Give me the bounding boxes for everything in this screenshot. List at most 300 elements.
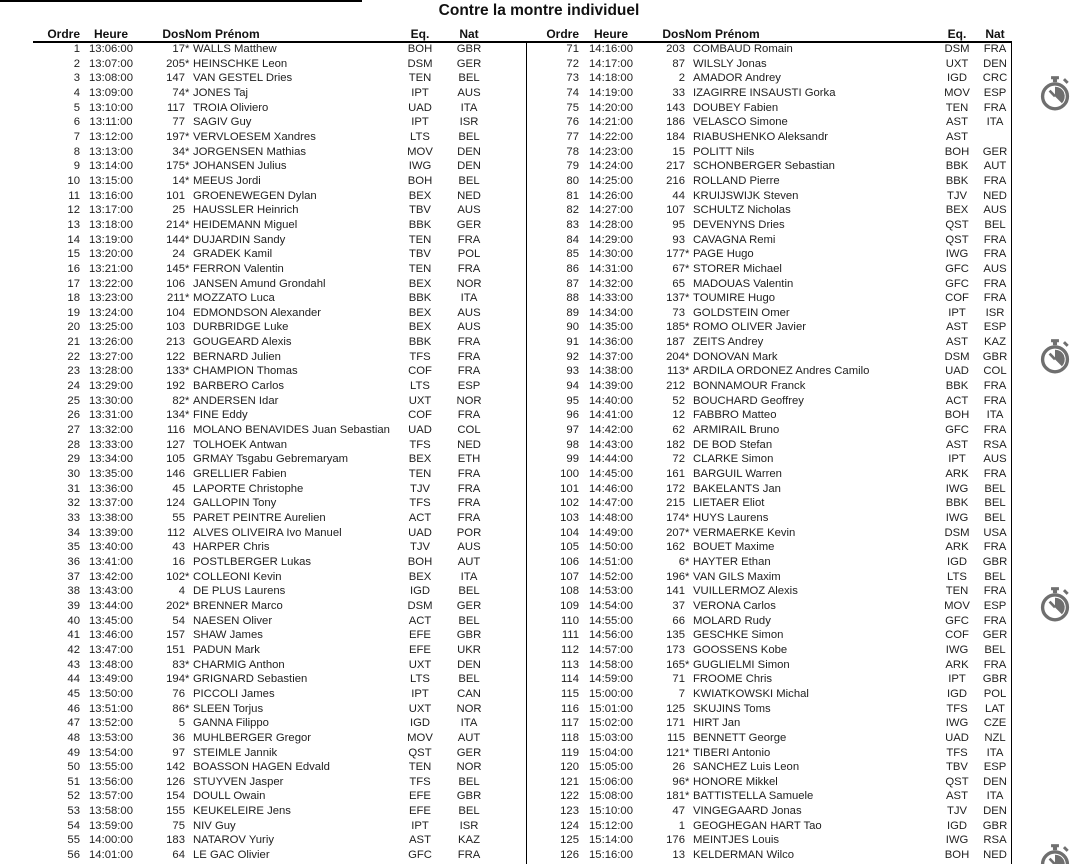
- team-cell: MOV: [407, 731, 433, 744]
- page-title: Contre la montre individuel: [438, 2, 640, 19]
- dos-cell: 214: [166, 218, 185, 231]
- dos-cell: 72: [672, 453, 685, 466]
- team-cell: EFE: [409, 805, 431, 818]
- rider-name: GOOSSENS Kobe: [693, 643, 788, 656]
- team-cell: TBV: [409, 248, 431, 261]
- rider-name: WALLS Matthew: [193, 43, 277, 55]
- dos-cell: 147: [166, 72, 185, 85]
- heure-cell: 13:06:00: [89, 43, 133, 55]
- heure-cell: 14:31:00: [589, 262, 633, 275]
- rider-name: EDMONDSON Alexander: [193, 306, 322, 319]
- rider-row: [531, 658, 1011, 673]
- rider-row: [33, 775, 492, 790]
- team-cell: COF: [408, 365, 432, 378]
- rider-name-cell: [185, 848, 394, 863]
- heure-cell: 14:56:00: [589, 629, 633, 642]
- nat-cell: FRA: [457, 497, 481, 510]
- rider-name-cell: [185, 115, 394, 130]
- nat-cell: AUS: [457, 306, 481, 319]
- dos-cell: 25: [172, 204, 185, 217]
- heure-cell: 14:47:00: [589, 497, 633, 510]
- rider-name: HUYS Laurens: [693, 512, 769, 524]
- dos-cell: 96: [672, 775, 685, 788]
- neo-pro-asterisk: *: [185, 130, 190, 143]
- rider-name: HAUSSLER Heinrich: [193, 204, 299, 217]
- neo-pro-asterisk: *: [185, 160, 190, 173]
- dos-cell: 2: [678, 72, 685, 85]
- rider-name-cell: [185, 482, 394, 497]
- rider-name: CAVAGNA Remi: [693, 233, 776, 246]
- dos-cell: 112: [166, 526, 185, 539]
- nat-cell: DEN: [983, 805, 1007, 818]
- rider-name-cell: [185, 262, 394, 277]
- dos-cell: 211: [166, 292, 185, 305]
- team-cell: GFC: [945, 424, 969, 437]
- ordre-cell: 104: [560, 526, 579, 539]
- heure-cell: 13:48:00: [89, 658, 133, 671]
- team-cell: TEN: [408, 468, 432, 481]
- rider-row: [531, 643, 1011, 658]
- nat-cell: ISR: [459, 116, 479, 129]
- neo-pro-asterisk: *: [685, 658, 690, 671]
- rider-name: SLEEN Torjus: [193, 702, 264, 715]
- rider-row: [531, 379, 1011, 394]
- rider-row: [531, 408, 1011, 423]
- rider-name: GRELLIER Fabien: [193, 468, 287, 481]
- rider-name-cell: [185, 86, 394, 101]
- heure-cell: 13:08:00: [89, 72, 133, 85]
- heure-cell: 13:39:00: [89, 526, 133, 539]
- nat-cell: NOR: [456, 702, 482, 715]
- neo-pro-asterisk: *: [185, 145, 190, 158]
- heure-cell: 13:12:00: [89, 130, 133, 143]
- rider-row: [33, 233, 492, 248]
- ordre-cell: 87: [566, 277, 579, 290]
- nat-cell: FRA: [983, 658, 1007, 671]
- ordre-cell: 78: [566, 145, 579, 158]
- ordre-cell: 116: [560, 702, 579, 715]
- heure-cell: 14:49:00: [589, 526, 633, 539]
- rider-name-cell: [185, 291, 394, 306]
- heure-cell: 15:00:00: [589, 687, 633, 700]
- heure-cell: 14:01:00: [89, 849, 133, 862]
- rider-row: [531, 687, 1011, 702]
- rider-name-cell: [685, 482, 935, 497]
- team-cell: IWG: [945, 248, 969, 261]
- rider-name-cell: [685, 42, 935, 57]
- dos-cell: 202: [166, 599, 185, 612]
- heure-cell: 14:25:00: [589, 174, 633, 187]
- ordre-cell: 42: [67, 643, 80, 656]
- rider-row: [33, 320, 492, 335]
- nat-cell: ITA: [986, 409, 1004, 422]
- dos-cell: 87: [672, 57, 685, 70]
- team-cell: LTS: [947, 570, 967, 583]
- rider-name: STEIMLE Jannik: [193, 746, 278, 759]
- nat-cell: BEL: [984, 512, 1006, 524]
- ordre-cell: 14: [67, 233, 80, 246]
- rider-name: HEIDEMANN Miguel: [193, 218, 298, 231]
- rider-row: [33, 306, 492, 321]
- rider-name-cell: [185, 189, 394, 204]
- nat-cell: KAZ: [458, 834, 480, 847]
- rider-row: [531, 423, 1011, 438]
- ordre-cell: 27: [67, 424, 80, 437]
- team-cell: COF: [945, 292, 969, 305]
- rider-name: MADOUAS Valentin: [693, 277, 794, 290]
- ordre-cell: 21: [67, 336, 80, 349]
- rider-row: [33, 350, 492, 365]
- rider-name: SAGIV Guy: [193, 116, 252, 129]
- ordre-cell: 25: [67, 394, 80, 407]
- ordre-cell: 76: [566, 116, 579, 129]
- ordre-cell: 95: [566, 394, 579, 407]
- heure-cell: 14:16:00: [589, 43, 633, 55]
- rider-name: GRADEK Kamil: [193, 248, 273, 261]
- nat-cell: POL: [983, 687, 1007, 700]
- rider-name-cell: [685, 86, 935, 101]
- rider-row: [33, 511, 492, 526]
- rider-name: GOUGEARD Alexis: [193, 336, 292, 349]
- nat-cell: AUS: [983, 262, 1007, 275]
- nat-cell: GBR: [982, 673, 1008, 686]
- dos-cell: 37: [672, 599, 685, 612]
- team-cell: TEN: [408, 761, 432, 774]
- nat-cell: ESP: [983, 321, 1007, 334]
- col-header-heure: Heure: [593, 27, 628, 41]
- ordre-cell: 40: [67, 614, 80, 627]
- team-cell: BEX: [408, 321, 432, 334]
- nat-cell: DEN: [983, 57, 1007, 70]
- team-cell: QST: [945, 775, 969, 788]
- neo-pro-asterisk: *: [185, 218, 190, 231]
- rider-name: GRMAY Tsgabu Gebremaryam: [193, 453, 349, 466]
- rider-name-cell: [685, 350, 935, 365]
- team-cell: ACT: [408, 614, 432, 627]
- rider-name: DOULL Owain: [193, 790, 266, 803]
- team-cell: UAD: [945, 731, 969, 744]
- heure-cell: 14:46:00: [589, 482, 633, 495]
- nat-cell: GBR: [982, 350, 1008, 363]
- team-cell: IPT: [948, 453, 966, 466]
- rider-name: PADUN Mark: [193, 643, 260, 656]
- ordre-cell: 111: [561, 629, 579, 642]
- rider-row: [531, 848, 1011, 863]
- nat-cell: FRA: [457, 849, 481, 862]
- dos-cell: 197: [166, 130, 185, 143]
- dos-cell: 52: [672, 394, 685, 407]
- ordre-cell: 121: [560, 775, 579, 788]
- heure-cell: 13:14:00: [89, 160, 133, 173]
- rider-row: [531, 716, 1011, 731]
- team-cell: GFC: [945, 262, 969, 275]
- rider-row: [531, 496, 1011, 511]
- rider-name: ROMO OLIVER Javier: [693, 321, 806, 334]
- ordre-cell: 107: [560, 570, 579, 583]
- stopwatch-icon: [1037, 338, 1073, 376]
- heure-cell: 13:51:00: [89, 702, 133, 715]
- ordre-cell: 119: [560, 746, 579, 759]
- rider-name-cell: [185, 702, 394, 717]
- team-cell: BOH: [944, 409, 970, 422]
- ordre-cell: 85: [566, 248, 579, 261]
- neo-pro-asterisk: *: [185, 599, 190, 612]
- ordre-cell: 118: [560, 731, 579, 744]
- team-cell: DSM: [944, 350, 970, 363]
- heure-cell: 14:41:00: [589, 409, 633, 422]
- heure-cell: 13:30:00: [89, 394, 133, 407]
- dos-cell: 7: [678, 687, 685, 700]
- rider-name-cell: [685, 306, 935, 321]
- neo-pro-asterisk: *: [685, 790, 690, 803]
- nat-cell: ITA: [986, 116, 1004, 129]
- heure-cell: 15:12:00: [589, 819, 633, 832]
- ordre-cell: 54: [67, 819, 80, 832]
- nat-cell: NOR: [456, 394, 482, 407]
- team-cell: TEN: [945, 585, 969, 598]
- ordre-cell: 126: [560, 849, 579, 862]
- nat-cell: FRA: [983, 585, 1007, 598]
- rider-name: MOLARD Rudy: [693, 614, 771, 627]
- heure-cell: 13:37:00: [89, 497, 133, 510]
- dos-cell: 102: [166, 570, 185, 583]
- team-cell: UAD: [408, 101, 432, 114]
- ordre-cell: 10: [67, 174, 80, 187]
- rider-name-cell: [685, 584, 935, 599]
- ordre-cell: 46: [67, 702, 80, 715]
- dos-cell: 122: [166, 350, 185, 363]
- heure-cell: 13:40:00: [89, 541, 133, 554]
- rider-row: [531, 526, 1011, 541]
- neo-pro-asterisk: *: [185, 233, 190, 246]
- dos-cell: 47: [672, 805, 685, 818]
- heure-cell: 15:01:00: [589, 702, 633, 715]
- heure-cell: 13:15:00: [89, 174, 133, 187]
- heure-cell: 14:43:00: [589, 438, 633, 451]
- rider-name-cell: [685, 291, 935, 306]
- rider-row: [531, 482, 1011, 497]
- heure-cell: 13:11:00: [89, 116, 133, 129]
- heure-cell: 14:39:00: [589, 380, 633, 393]
- rider-row: [531, 277, 1011, 292]
- ordre-cell: 16: [67, 262, 80, 275]
- nat-cell: BEL: [458, 805, 480, 818]
- col-header-eq: Eq.: [947, 27, 967, 41]
- rider-name-cell: [685, 628, 935, 643]
- rider-row: [531, 438, 1011, 453]
- neo-pro-asterisk: *: [685, 570, 690, 583]
- team-cell: GFC: [408, 849, 432, 862]
- neo-pro-asterisk: *: [185, 365, 190, 378]
- rider-row: [531, 42, 1011, 57]
- dos-cell: 126: [166, 775, 185, 788]
- heure-cell: 14:24:00: [589, 160, 633, 173]
- rider-row: [33, 159, 492, 174]
- rider-name: JANSEN Amund Grondahl: [193, 277, 326, 290]
- rider-row: [531, 320, 1011, 335]
- rider-name-cell: [685, 189, 935, 204]
- ordre-cell: 56: [67, 849, 80, 862]
- heure-cell: 14:53:00: [589, 585, 633, 598]
- dos-cell: 187: [666, 336, 685, 349]
- nat-cell: BEL: [458, 585, 480, 598]
- heure-cell: 13:33:00: [89, 438, 133, 451]
- heure-cell: 13:09:00: [89, 86, 133, 99]
- nat-cell: KAZ: [984, 336, 1006, 349]
- heure-cell: 13:27:00: [89, 350, 133, 363]
- team-cell: MOV: [944, 86, 970, 99]
- dos-cell: 82: [172, 394, 185, 407]
- heure-cell: 14:36:00: [589, 336, 633, 349]
- rider-name-cell: [685, 570, 935, 585]
- heure-cell: 13:45:00: [89, 614, 133, 627]
- right-start-list-table: [531, 26, 1011, 863]
- ordre-cell: 47: [67, 717, 80, 730]
- col-header-eq: Eq.: [410, 27, 430, 41]
- heure-cell: 13:41:00: [89, 555, 133, 568]
- heure-cell: 15:16:00: [589, 849, 633, 862]
- rider-name-cell: [685, 379, 935, 394]
- rider-row: [33, 71, 492, 86]
- col-header-ordre: Ordre: [546, 27, 579, 41]
- nat-cell: GER: [456, 57, 482, 70]
- ordre-cell: 115: [560, 687, 579, 700]
- team-cell: TEN: [408, 233, 432, 246]
- nat-cell: FRA: [983, 233, 1007, 246]
- neo-pro-asterisk: *: [185, 262, 190, 275]
- left-start-list-table: [33, 26, 492, 863]
- nat-cell: BEL: [984, 482, 1006, 495]
- rider-row: [531, 189, 1011, 204]
- team-cell: COF: [408, 409, 432, 422]
- heure-cell: 14:21:00: [589, 116, 633, 129]
- rider-name-cell: [685, 130, 935, 145]
- heure-cell: 13:28:00: [89, 365, 133, 378]
- dos-cell: 175: [166, 160, 185, 173]
- dos-cell: 26: [672, 761, 685, 774]
- rider-row: [33, 101, 492, 116]
- rider-row: [33, 277, 492, 292]
- team-cell: IWG: [945, 834, 969, 847]
- heure-cell: 13:53:00: [89, 731, 133, 744]
- dos-cell: 173: [666, 643, 685, 656]
- rider-name-cell: [185, 452, 394, 467]
- table-divider-left: [526, 43, 527, 864]
- team-cell: IPT: [948, 306, 966, 319]
- ordre-cell: 29: [67, 453, 80, 466]
- ordre-cell: 43: [67, 658, 80, 671]
- rider-name: GUGLIELMI Simon: [693, 658, 790, 671]
- team-cell: TFS: [409, 497, 431, 510]
- nat-cell: COL: [983, 365, 1007, 378]
- ordre-cell: 23: [67, 365, 80, 378]
- rider-name: FERRON Valentin: [193, 262, 284, 275]
- nat-cell: BEL: [984, 218, 1006, 231]
- nat-cell: FRA: [983, 101, 1007, 114]
- rider-row: [33, 203, 492, 218]
- team-cell: BEX: [408, 277, 432, 290]
- nat-cell: FRA: [457, 350, 481, 363]
- rider-row: [33, 145, 492, 160]
- neo-pro-asterisk: *: [185, 409, 190, 422]
- rider-name-cell: [685, 614, 935, 629]
- ordre-cell: 93: [566, 365, 579, 378]
- team-cell: AST: [946, 790, 968, 803]
- nat-cell: FRA: [983, 43, 1007, 55]
- team-cell: IGD: [946, 72, 968, 85]
- nat-cell: NOR: [456, 761, 482, 774]
- dos-cell: 182: [666, 438, 685, 451]
- team-cell: IGD: [946, 555, 968, 568]
- left-table-body: [33, 42, 492, 863]
- col-header-ordre: Ordre: [47, 27, 80, 41]
- dos-cell: 183: [166, 834, 185, 847]
- ordre-cell: 11: [68, 189, 80, 202]
- neo-pro-asterisk: *: [185, 702, 190, 715]
- rider-name-cell: [185, 760, 394, 775]
- nat-cell: POR: [456, 526, 482, 539]
- heure-cell: 14:42:00: [589, 424, 633, 437]
- rider-name: GESCHKE Simon: [693, 629, 784, 642]
- rider-name-cell: [685, 423, 935, 438]
- rider-name: VERMAERKE Kevin: [693, 526, 796, 539]
- team-cell: LTS: [410, 673, 430, 686]
- rider-name-cell: [185, 614, 394, 629]
- nat-cell: FRA: [983, 174, 1007, 187]
- rider-row: [33, 482, 492, 497]
- nat-cell: CZE: [983, 717, 1007, 730]
- ordre-cell: 51: [67, 775, 80, 788]
- rider-row: [33, 804, 492, 819]
- rider-name: STORER Michael: [693, 262, 782, 275]
- ordre-cell: 39: [67, 599, 80, 612]
- nat-cell: FRA: [983, 292, 1007, 305]
- rider-name-cell: [685, 452, 935, 467]
- heure-cell: 14:45:00: [589, 468, 633, 481]
- rider-name: SKUJINS Toms: [693, 702, 771, 715]
- dos-cell: 135: [666, 629, 685, 642]
- nat-cell: LAT: [985, 702, 1005, 715]
- dos-cell: 194: [166, 673, 185, 686]
- rider-row: [33, 760, 492, 775]
- rider-name: VAN GESTEL Dries: [193, 72, 293, 85]
- rider-row: [531, 364, 1011, 379]
- nat-cell: RSA: [983, 834, 1007, 847]
- rider-name: HIRT Jan: [693, 717, 741, 730]
- team-cell: IWG: [408, 160, 432, 173]
- neo-pro-asterisk: *: [685, 365, 690, 378]
- heure-cell: 15:06:00: [589, 775, 633, 788]
- ordre-cell: 36: [67, 555, 80, 568]
- rider-row: [33, 702, 492, 717]
- rider-name: KWIATKOWSKI Michal: [693, 687, 809, 700]
- rider-name: KEUKELEIRE Jens: [193, 805, 291, 818]
- team-cell: LTS: [410, 130, 430, 143]
- rider-name-cell: [185, 833, 394, 848]
- dos-cell: 146: [166, 468, 185, 481]
- rider-name-cell: [685, 643, 935, 658]
- rider-row: [531, 760, 1011, 775]
- col-header-nat: Nat: [459, 27, 479, 41]
- rider-row: [531, 57, 1011, 72]
- ordre-cell: 37: [67, 570, 80, 583]
- heure-cell: 14:33:00: [589, 292, 633, 305]
- ordre-cell: 97: [566, 424, 579, 437]
- dos-cell: 104: [166, 306, 185, 319]
- dos-cell: 115: [666, 731, 685, 744]
- rider-name-cell: [185, 775, 394, 790]
- ordre-cell: 7: [73, 130, 80, 143]
